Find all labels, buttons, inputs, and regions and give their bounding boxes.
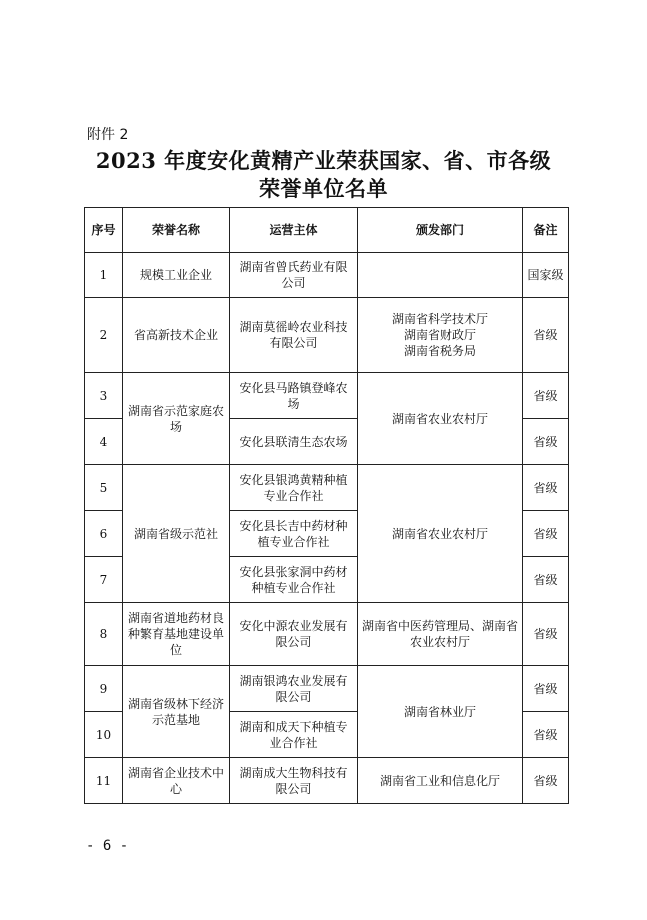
cell-honor: 湖南省企业技术中心 bbox=[123, 758, 230, 804]
page-number: - 6 - bbox=[86, 838, 129, 854]
cell-no: 10 bbox=[85, 712, 123, 758]
header-honor: 荣誉名称 bbox=[123, 208, 230, 253]
cell-remark: 省级 bbox=[523, 465, 569, 511]
table-header-row bbox=[85, 208, 569, 253]
table-row bbox=[85, 758, 569, 804]
cell-entity: 安化县长吉中药材种植专业合作社 bbox=[230, 511, 358, 557]
cell-no: 1 bbox=[85, 253, 123, 298]
cell-issuer: 湖南省中医药管理局、湖南省农业农村厅 bbox=[358, 603, 523, 666]
table-row bbox=[85, 603, 569, 666]
cell-entity: 湖南莫徭岭农业科技有限公司 bbox=[230, 298, 358, 373]
cell-entity: 湖南银鸿农业发展有限公司 bbox=[230, 666, 358, 712]
cell-issuer bbox=[358, 253, 523, 298]
cell-no: 3 bbox=[85, 373, 123, 419]
cell-honor: 湖南省示范家庭农场 bbox=[123, 373, 230, 465]
cell-remark: 国家级 bbox=[523, 253, 569, 298]
honor-table bbox=[84, 207, 569, 804]
cell-entity: 湖南成大生物科技有限公司 bbox=[230, 758, 358, 804]
document-title-line-2: 荣誉单位名单 bbox=[259, 176, 388, 201]
cell-entity: 安化县马路镇登峰农场 bbox=[230, 373, 358, 419]
cell-issuer: 湖南省农业农村厅 bbox=[358, 465, 523, 603]
cell-no: 9 bbox=[85, 666, 123, 712]
cell-no: 6 bbox=[85, 511, 123, 557]
cell-remark: 省级 bbox=[523, 758, 569, 804]
table-row bbox=[85, 373, 569, 419]
cell-remark: 省级 bbox=[523, 557, 569, 603]
cell-issuer: 湖南省农业农村厅 bbox=[358, 373, 523, 465]
table-row bbox=[85, 465, 569, 511]
cell-remark: 省级 bbox=[523, 298, 569, 373]
table-row bbox=[85, 253, 569, 298]
cell-no: 2 bbox=[85, 298, 123, 373]
cell-remark: 省级 bbox=[523, 373, 569, 419]
cell-no: 11 bbox=[85, 758, 123, 804]
header-remark: 备注 bbox=[523, 208, 569, 253]
header-no: 序号 bbox=[85, 208, 123, 253]
table-row bbox=[85, 666, 569, 712]
cell-honor: 省高新技术企业 bbox=[123, 298, 230, 373]
cell-honor: 湖南省级示范社 bbox=[123, 465, 230, 603]
cell-honor: 湖南省级林下经济示范基地 bbox=[123, 666, 230, 758]
cell-remark: 省级 bbox=[523, 511, 569, 557]
cell-issuer: 湖南省林业厅 bbox=[358, 666, 523, 758]
cell-entity: 安化中源农业发展有限公司 bbox=[230, 603, 358, 666]
cell-remark: 省级 bbox=[523, 712, 569, 758]
document-title-line-1: 2023 年度安化黄精产业荣获国家、省、市各级 bbox=[95, 148, 552, 173]
cell-remark: 省级 bbox=[523, 666, 569, 712]
cell-no: 5 bbox=[85, 465, 123, 511]
cell-entity: 湖南和成天下种植专业合作社 bbox=[230, 712, 358, 758]
cell-remark: 省级 bbox=[523, 419, 569, 465]
cell-issuer: 湖南省工业和信息化厅 bbox=[358, 758, 523, 804]
cell-no: 7 bbox=[85, 557, 123, 603]
cell-entity: 安化县银鸿黄精种植专业合作社 bbox=[230, 465, 358, 511]
cell-honor: 规模工业企业 bbox=[123, 253, 230, 298]
cell-entity: 安化县联清生态农场 bbox=[230, 419, 358, 465]
cell-issuer: 湖南省科学技术厅 湖南省财政厅 湖南省税务局 bbox=[358, 298, 523, 373]
cell-entity: 湖南省曾氏药业有限公司 bbox=[230, 253, 358, 298]
cell-no: 8 bbox=[85, 603, 123, 666]
attachment-label: 附件 2 bbox=[87, 127, 129, 143]
header-issuer: 颁发部门 bbox=[358, 208, 523, 253]
cell-entity: 安化县张家洞中药材种植专业合作社 bbox=[230, 557, 358, 603]
cell-no: 4 bbox=[85, 419, 123, 465]
cell-honor: 湖南省道地药材良种繁育基地建设单位 bbox=[123, 603, 230, 666]
header-entity: 运营主体 bbox=[230, 208, 358, 253]
table-row bbox=[85, 298, 569, 373]
cell-remark: 省级 bbox=[523, 603, 569, 666]
